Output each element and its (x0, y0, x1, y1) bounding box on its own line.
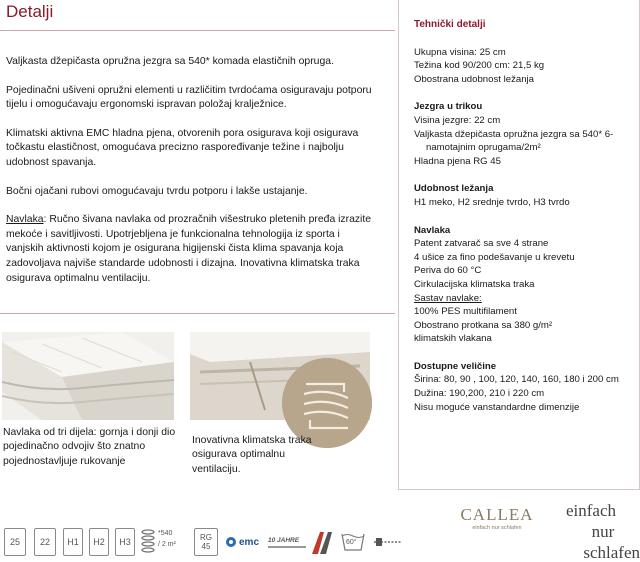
springs-count-label: *540 (158, 530, 173, 537)
emc-foam-icon (225, 528, 265, 556)
section-sizes (414, 360, 639, 414)
page-title: Detalji (6, 2, 54, 21)
zipper-icon (372, 528, 406, 556)
foam-density-rg45-icon (194, 528, 218, 556)
cover-label: Navlaka (6, 214, 44, 226)
section-heading: Jezgra u trikou (414, 101, 483, 113)
section-core (414, 100, 639, 168)
spec-line: Cirkulacijska klimatska traka (414, 278, 535, 290)
section-heading: Dostupne veličine (414, 360, 497, 372)
height-25-icon: 25 (4, 528, 26, 556)
section-heading: Udobnost ležanja (414, 183, 494, 195)
paragraph-edges: Bočni ojačani rubovi omogućavaju tvrdu potporu i lakše ustajanje. (6, 185, 308, 197)
technical-details-panel (398, 0, 640, 490)
title-divider (0, 30, 395, 31)
paragraph-core: Valjkasta džepičasta opružna jezgra sa 540* komada elastičnih opruga. (6, 56, 334, 67)
spec-line: Obostrana udobnost ležanja (414, 73, 535, 85)
guarantee-label: 10 JAHRE (268, 537, 300, 544)
spec-line: Hladna pjena RG 45 (414, 155, 501, 167)
spec-line: Obostrano protkana sa 380 g/m² (414, 319, 553, 331)
cover-text: : Ručno šivana navlaka od prozračnih višestruko pletenih pređa izrazite mekoće i savitljivosti. Upotrjebljena je funkcionalna tehnologija iz sporta i vanjskih aktivnosti kojom je osigurana higijenski čista klima spavanja koja zadovoljava najviše standarde udobnosti i dizajna. Inovativna klimatska traka osigurava optimalnu ventilaciju. (6, 214, 372, 284)
paragraph-springs: Pojedinačni ušiveni opružni elementi u različitim tvrdoćama osiguravaju potporu tijelu i omogućavaju ergonomski ispravan položaj kralježnice. (6, 84, 372, 111)
height-22-icon: 22 (34, 528, 56, 556)
section-overall (414, 46, 639, 87)
wash-60-icon (340, 528, 366, 556)
spec-line: Visina jezgre: 22 cm (414, 114, 501, 126)
firmness-h3-icon: H3 (115, 528, 135, 556)
spec-line: namotajnim oprugama/2m² (426, 142, 541, 154)
foam-density-value: 45 (201, 542, 211, 551)
foam-density-label: RG (200, 533, 212, 542)
spec-line: Dužina: 190,200, 210 i 220 cm (414, 388, 545, 400)
mattress-cover-photo (2, 332, 174, 420)
description (6, 55, 376, 300)
feature-icons-row (0, 528, 410, 558)
slogan-line: nur (591, 522, 615, 541)
zipper-removable-cover-icon (310, 528, 334, 556)
spec-line: H1 meko, H2 srednje tvrdo, H3 tvrdo (414, 196, 570, 208)
spec-line: 4 ušice za fino podešavanje u krevetu (414, 251, 575, 263)
spec-line: Ukupna visina: 25 cm (414, 46, 506, 58)
spec-line: Valjkasta džepičasta opružna jezgra sa 540* 6- (414, 128, 614, 140)
spec-line: Periva do 60 °C (414, 265, 482, 277)
section-heading: Navlaka (414, 224, 451, 236)
spec-line: 100% PES multifilament (414, 306, 517, 318)
emc-label: emc (239, 536, 260, 548)
spec-line: Nisu moguće vanstandardne dimenzije (414, 401, 580, 413)
ten-year-guarantee-icon (268, 528, 308, 556)
cover-composition-heading: Sastav navlake: (414, 292, 482, 304)
brand-name: CALLEA (460, 505, 534, 524)
callea-logo (452, 505, 542, 531)
spec-line: Težina kod 90/200 cm: 21,5 kg (414, 60, 545, 72)
spec-line: klimatskih vlakana (414, 333, 492, 345)
slogan-line: schlafen (583, 543, 640, 562)
paragraph-cover (6, 213, 376, 286)
springs-density-label: / 2 m² (158, 541, 176, 548)
firmness-h1-icon: H1 (63, 528, 83, 556)
firmness-h2-icon: H2 (89, 528, 109, 556)
wash-temperature-label: 60° (346, 539, 357, 546)
slogan-line: einfach (566, 501, 617, 520)
springs-count-icon (140, 528, 186, 556)
section-cover (414, 224, 639, 346)
caption-cover: Navlaka od tri dijela: gornja i donji dio pojedinačno odvojiv što znatno pojednostavljuje rukovanje (3, 427, 176, 467)
panel-title: Tehnički detalji (414, 19, 486, 30)
paragraph-foam: Klimatski aktivna EMC hladna pjena, otvorenih pora osigurava koji osigurava točkastu elastičnost, omogućava precizno raspoređivanje težine i najbolju udobnost spavanja. (6, 127, 359, 168)
section-comfort (414, 182, 639, 209)
caption-climate-band: Inovativna klimatska traka osigurava optimalnu ventilaciju. (192, 435, 312, 475)
spec-line: Širina: 80, 90 , 100, 120, 140, 160, 180 i 200 cm (414, 374, 619, 386)
spec-line: Patent zatvarač sa sve 4 strane (414, 238, 549, 250)
brand-tagline: einfach nur schlafen (472, 525, 522, 531)
section-divider (0, 313, 395, 314)
brand-slogan (566, 500, 640, 562)
